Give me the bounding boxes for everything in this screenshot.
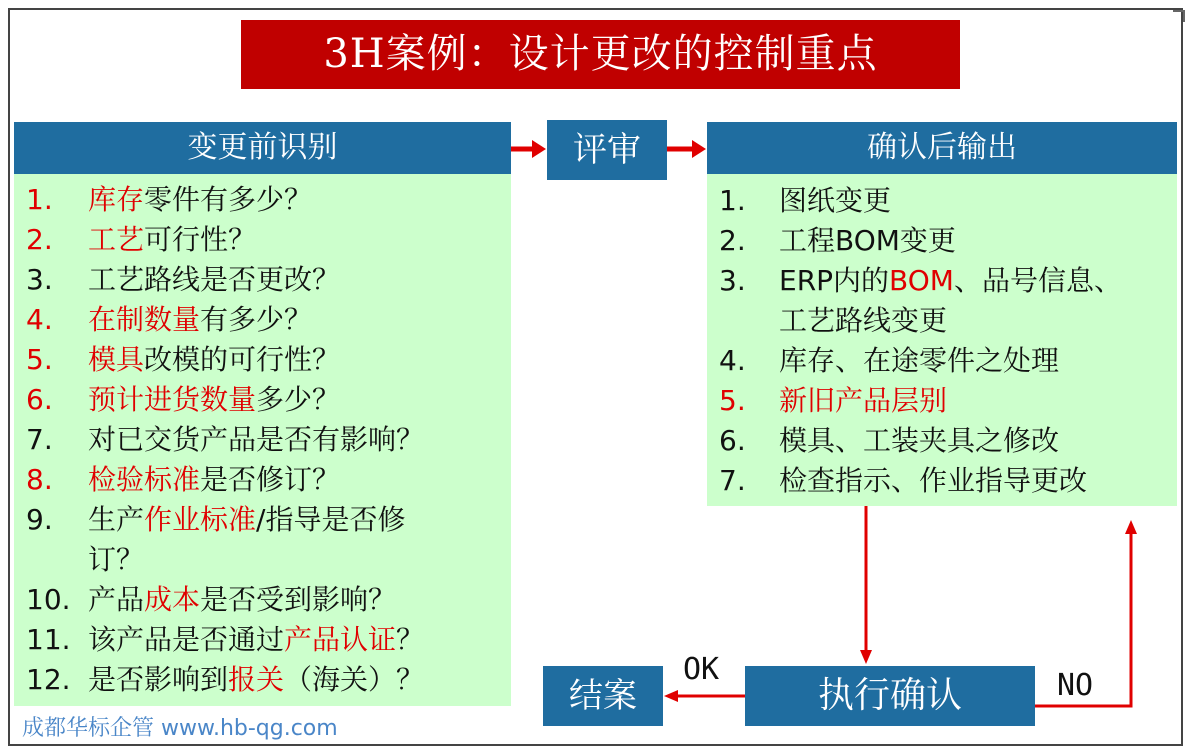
plain-text: 订？ (88, 543, 145, 576)
review-box: 评审 (547, 120, 667, 180)
plain-text: ？ (396, 623, 425, 656)
plain-text: 工程BOM变更 (779, 224, 956, 257)
pre-change-item-number: 2. (26, 223, 53, 256)
plain-text: 产品 (88, 583, 145, 616)
arrow-left-to-review (511, 140, 546, 158)
highlight-text: 库存 (88, 183, 145, 216)
ok-label: OK (683, 652, 720, 687)
plain-text: 多少？ (256, 383, 341, 416)
page-title: 3H案例：设计更改的控制重点 (241, 20, 960, 89)
highlight-text: 检验标准 (88, 463, 201, 496)
post-confirm-item-number: 3. (719, 264, 746, 297)
pre-change-item-number: 8. (26, 463, 53, 496)
plain-text: /指导是否修 (256, 503, 406, 536)
post-confirm-item-number: 7. (719, 464, 746, 497)
plain-text: 生产 (88, 503, 145, 536)
pre-change-item-number: 12. (26, 663, 71, 696)
pre-change-item-number: 7. (26, 423, 53, 456)
pre-change-item-number: 10. (26, 583, 71, 616)
pre-change-item-number: 4. (26, 303, 53, 336)
plain-text: 图纸变更 (779, 184, 892, 217)
highlight-text: 报关 (228, 663, 285, 696)
execute-confirm-box: 执行确认 (745, 666, 1035, 726)
plain-text: 改模的可行性？ (144, 343, 341, 376)
plain-text: 、品号信息、 (953, 264, 1122, 297)
highlight-text: 成本 (144, 583, 201, 616)
highlight-text: 在制数量 (88, 303, 201, 336)
highlight-text: 作业标准 (144, 503, 257, 536)
highlight-text: 工艺 (88, 223, 145, 256)
post-confirm-item-number: 5. (719, 384, 746, 417)
plain-text: 是否修订？ (200, 463, 341, 496)
post-confirm-item-number: 4. (719, 344, 746, 377)
post-confirm-header: 确认后输出 (707, 122, 1177, 174)
plain-text: 工艺路线是否更改？ (88, 263, 341, 296)
arrow-execute-to-close (664, 690, 745, 702)
plain-text: 对已交货产品是否有影响？ (88, 423, 425, 456)
plain-text: （海关）？ (284, 663, 425, 696)
arrow-review-to-right (667, 140, 706, 158)
pre-change-header: 变更前识别 (14, 122, 511, 174)
plain-text: 是否影响到 (88, 663, 229, 696)
pre-change-item-number: 5. (26, 343, 53, 376)
highlight-text: 预计进货数量 (88, 383, 257, 416)
plain-text: 有多少？ (200, 303, 313, 336)
pre-change-item-number: 1. (26, 183, 53, 216)
plain-text: 是否受到影响？ (200, 583, 397, 616)
highlight-text: 产品认证 (284, 623, 397, 656)
plain-text: ERP内的 (779, 264, 890, 297)
no-label: NO (1057, 668, 1094, 703)
pre-change-item-number: 6. (26, 383, 53, 416)
watermark: 成都华标企管 www.hb-qg.com (22, 716, 338, 741)
plain-text: 检查指示、作业指导更改 (779, 464, 1088, 497)
plain-text: 库存、在途零件之处理 (779, 344, 1060, 377)
arrow-no-loop-back (1035, 520, 1137, 706)
plain-text: 该产品是否通过 (88, 623, 285, 656)
pre-change-item-number: 9. (26, 503, 53, 536)
plain-text: 可行性？ (144, 223, 257, 256)
pre-change-item-number: 3. (26, 263, 53, 296)
highlight-text: 模具 (88, 343, 145, 376)
close-case-box: 结案 (543, 666, 663, 726)
arrow-right-to-execute (860, 506, 872, 664)
post-confirm-item-number: 2. (719, 224, 746, 257)
plain-text: 模具、工装夹具之修改 (779, 424, 1060, 457)
highlight-text: BOM (889, 264, 954, 297)
plain-text: 零件有多少？ (144, 183, 313, 216)
pre-change-item-number: 11. (26, 623, 71, 656)
highlight-text: 新旧产品层别 (779, 384, 948, 417)
plain-text: 工艺路线变更 (779, 304, 948, 337)
post-confirm-item-number: 1. (719, 184, 746, 217)
post-confirm-item-number: 6. (719, 424, 746, 457)
